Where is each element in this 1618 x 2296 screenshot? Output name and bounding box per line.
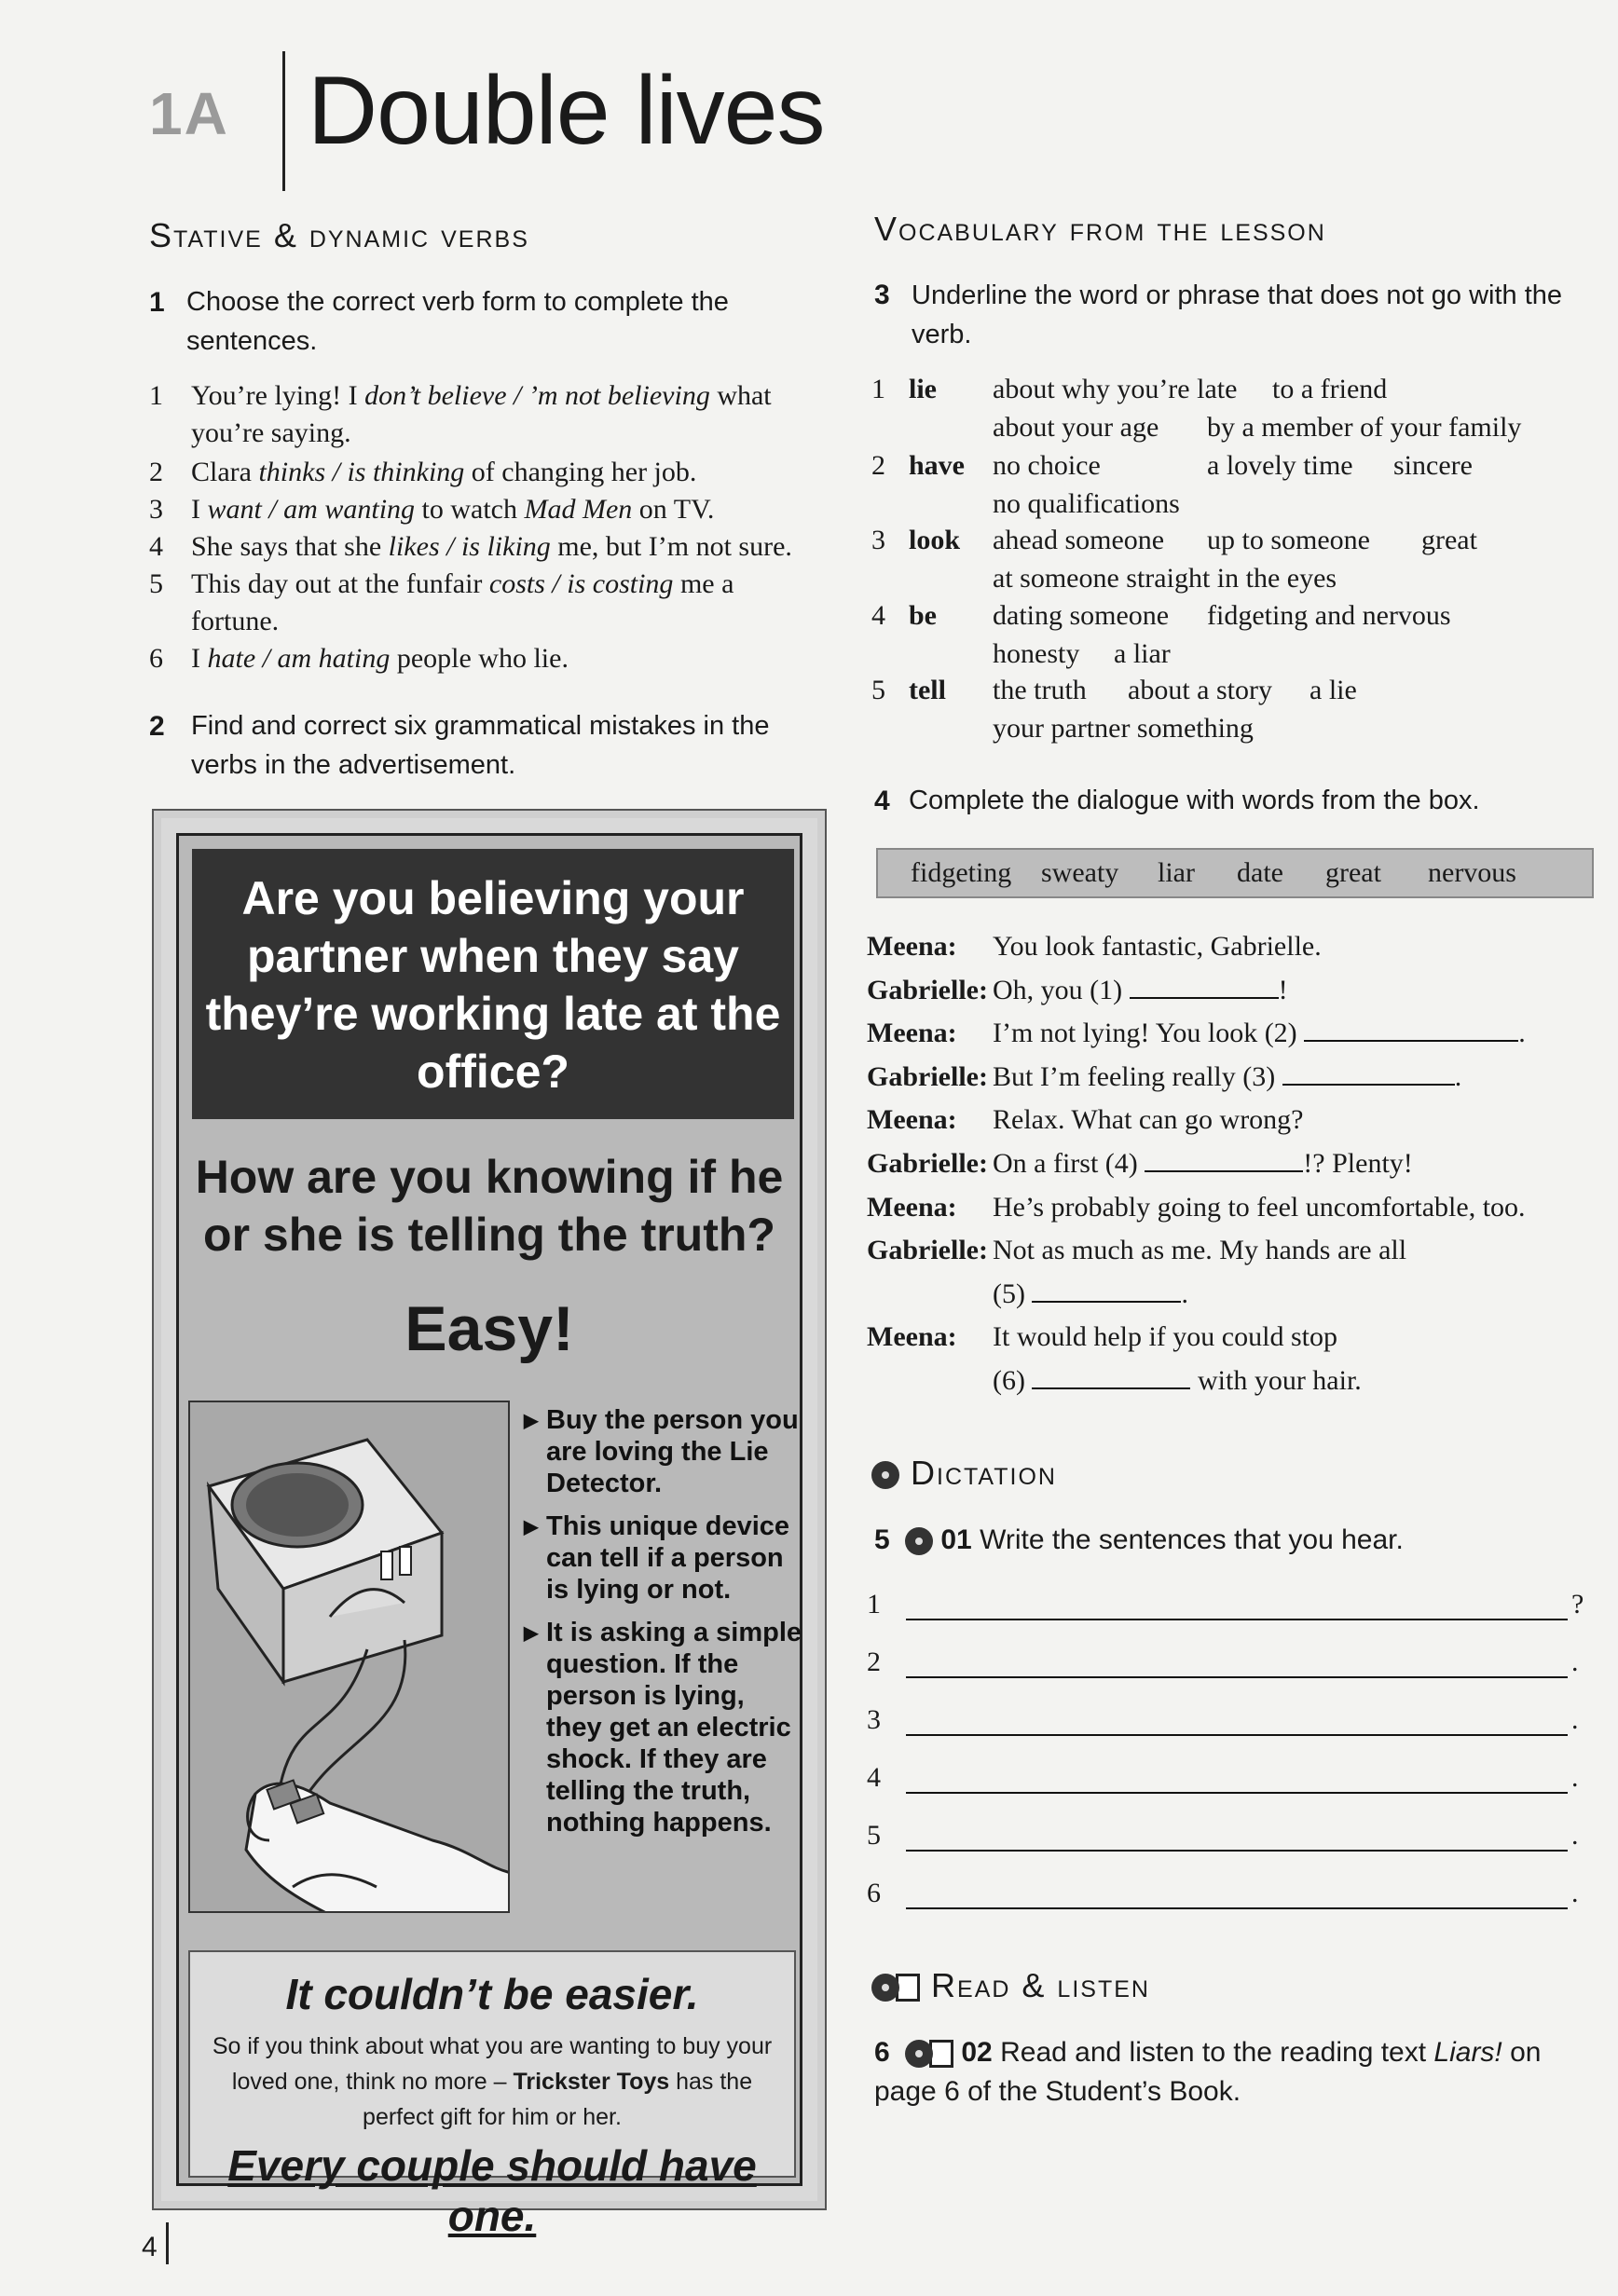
line-number: 5: [867, 1820, 881, 1851]
vocab-row: [871, 671, 1598, 747]
exercise-number: 5: [874, 1524, 890, 1555]
speaker-name: Gabrielle:: [867, 1235, 988, 1265]
word-box-item: nervous: [1428, 857, 1516, 888]
advert-footer-heading: It couldn’t be easier.: [285, 1970, 699, 2018]
line-number: 1: [867, 1589, 881, 1620]
line-number: 3: [867, 1704, 881, 1735]
speaker-name: Meena:: [867, 931, 957, 962]
advert-bullet: ▶ Buy the person you are loving the Lie Detector.: [524, 1404, 803, 1499]
collocation-option[interactable]: at someone straight in the eyes: [993, 563, 1337, 594]
collocation-option[interactable]: sincere: [1393, 450, 1473, 481]
answer-blank[interactable]: [1145, 1144, 1303, 1172]
vocab-row: [871, 596, 1598, 673]
word-box-item: great: [1325, 857, 1381, 888]
line-punctuation: .: [1571, 1704, 1579, 1735]
section-heading-vocabulary: Vocabulary from the lesson: [874, 210, 1326, 248]
page-title: Double lives: [308, 57, 825, 165]
speaker-name: Gabrielle:: [867, 975, 988, 1005]
verb-choice[interactable]: don’t believe / ’m not believing: [364, 380, 710, 411]
section-heading-read-listen: Read & listen: [871, 1966, 1150, 2005]
answer-blank[interactable]: [1032, 1361, 1190, 1389]
exercise-number: 4: [874, 786, 890, 816]
text-title: Liars!: [1433, 2037, 1502, 2068]
dictation-line[interactable]: [867, 1762, 1594, 1799]
advertisement: [154, 811, 825, 2240]
line-punctuation: ?: [1571, 1589, 1584, 1620]
collocation-option[interactable]: about your age: [993, 412, 1159, 443]
dictation-line[interactable]: [867, 1647, 1594, 1684]
verb: lie: [909, 374, 937, 404]
exercise-instruction: Underline the word or phrase that does not go with the verb.: [912, 280, 1563, 349]
collocation-option[interactable]: a lie: [1309, 675, 1357, 705]
exercise-1-item: 6 I hate / am hating people who lie.: [149, 640, 802, 677]
item-number: 6: [149, 643, 163, 674]
vocab-row: [871, 370, 1598, 446]
item-number: 2: [871, 450, 885, 481]
exercise-number: 2: [149, 711, 165, 742]
advert-banner: Are you believing your partner when they say they’re working late at the office?: [192, 849, 794, 1119]
exercise-instruction: Find and correct six grammatical mistakes in the verbs in the advertisement.: [191, 711, 770, 780]
writing-line[interactable]: [906, 1792, 1568, 1794]
writing-line[interactable]: [906, 1676, 1568, 1678]
exercise-instruction: Choose the correct verb form to complete the sentences.: [186, 287, 729, 356]
collocation-option[interactable]: the truth: [993, 675, 1087, 705]
line-punctuation: .: [1571, 1647, 1579, 1677]
item-number: 4: [871, 600, 885, 631]
item-number: 1: [871, 374, 885, 404]
collocation-option[interactable]: by a member of your family: [1207, 412, 1522, 443]
dictation-line[interactable]: [867, 1820, 1594, 1857]
unit-code: 1A: [149, 80, 229, 147]
advert-bullet-list: [524, 1404, 803, 1850]
word-box-item: fidgeting: [911, 857, 1012, 888]
answer-blank[interactable]: [1032, 1275, 1181, 1303]
exercise-number: 1: [149, 287, 165, 318]
collocation-option[interactable]: honesty: [993, 638, 1080, 669]
writing-line[interactable]: [906, 1734, 1568, 1736]
title-divider: [282, 51, 285, 191]
collocation-option[interactable]: your partner something: [993, 713, 1254, 744]
item-number: 2: [149, 457, 163, 487]
item-number: 1: [149, 380, 163, 411]
collocation-option[interactable]: up to someone: [1207, 525, 1370, 555]
item-number: 3: [149, 494, 163, 525]
dialogue-line: (5) .: [867, 1273, 1594, 1316]
writing-line[interactable]: [906, 1907, 1568, 1909]
collocation-option[interactable]: about why you’re late: [993, 374, 1238, 404]
writing-line[interactable]: [906, 1850, 1568, 1852]
dialogue-line: Gabrielle: On a first (4) !? Plenty!: [867, 1142, 1594, 1185]
exercise-number: 3: [874, 280, 890, 310]
line-number: 2: [867, 1647, 881, 1677]
collocation-option[interactable]: no qualifications: [993, 488, 1180, 519]
speaker-name: Gabrielle:: [867, 1061, 988, 1092]
word-box-item: liar: [1158, 857, 1195, 888]
section-heading-stative: Stative & dynamic verbs: [149, 216, 529, 254]
dialogue-line: Meena: I’m not lying! You look (2) .: [867, 1012, 1594, 1055]
collocation-option[interactable]: dating someone: [993, 600, 1170, 631]
exercise-1-item: 4 She says that she likes / is liking me, but I’m not sure.: [149, 528, 802, 566]
dialogue-line: Meena: You look fantastic, Gabrielle.: [867, 925, 1594, 968]
advert-bullet: ▶ This unique device can tell if a person is lying or not.: [524, 1510, 803, 1606]
collocation-option[interactable]: no choice: [993, 450, 1101, 481]
word-box-item: sweaty: [1041, 857, 1119, 888]
lie-detector-illustration: [188, 1401, 510, 1913]
exercise-1-item: 1 You’re lying! I don’t believe / ’m not believing what you’re saying.: [149, 377, 802, 452]
exercise-instruction: Write the sentences that you hear.: [980, 1524, 1404, 1555]
verb: look: [909, 525, 961, 555]
speaker-name: Meena:: [867, 1104, 957, 1135]
dictation-line[interactable]: [867, 1704, 1594, 1742]
audio-cd-icon: [905, 1527, 933, 1555]
advert-question: How are you knowing if he or she is telling the truth?: [195, 1151, 784, 1261]
verb: be: [909, 600, 937, 631]
advert-bullet: ▶ It is asking a simple question. If the person is lying, they get an electric shock. If they are telling the truth, nothing happens.: [524, 1617, 803, 1838]
collocation-option[interactable]: great: [1421, 525, 1477, 555]
exercise-6-instruction: 6 02 Read and listen to the reading text Liars! on page 6 of the Student’s Book.: [874, 2037, 1542, 2107]
speaker-name: Gabrielle:: [867, 1148, 988, 1179]
page-number: 4: [142, 2232, 158, 2262]
writing-line[interactable]: [906, 1619, 1568, 1620]
item-number: 3: [871, 525, 885, 555]
section-heading-dictation: Dictation: [871, 1454, 1057, 1493]
verb-choice[interactable]: likes / is liking: [388, 531, 551, 562]
speaker-name: Meena:: [867, 1192, 957, 1223]
advertisement-frame: [176, 833, 802, 2240]
vocab-row: [871, 446, 1598, 523]
collocation-option[interactable]: fidgeting and nervous: [1207, 600, 1451, 631]
exercise-instruction: Complete the dialogue with words from the box.: [909, 786, 1480, 815]
advert-footer-text: So if you think about what you are wanting to buy your loved one, think no more – Trickster Toys has the perfect gift for him or her.: [212, 2033, 773, 2130]
item-number: 5: [149, 568, 163, 599]
verb: have: [909, 450, 965, 481]
line-punctuation: .: [1571, 1762, 1579, 1793]
word-box: [876, 848, 1594, 898]
dictation-line[interactable]: [867, 1589, 1594, 1626]
speaker-name: Meena:: [867, 1018, 957, 1048]
dialogue-line: Meena: Relax. What can go wrong?: [867, 1099, 1594, 1141]
collocation-option[interactable]: about a story: [1128, 675, 1272, 705]
audio-cd-icon: [905, 2040, 933, 2068]
vocab-row: [871, 521, 1598, 597]
answer-blank[interactable]: [1130, 971, 1279, 999]
verb-choice[interactable]: hate / am hating: [207, 643, 391, 674]
collocation-option[interactable]: a liar: [1114, 638, 1171, 669]
brand-name: Trickster Toys: [513, 2069, 670, 2095]
lie-detector-icon: [190, 1402, 510, 1913]
collocation-option[interactable]: to a friend: [1272, 374, 1388, 404]
word-box-item: date: [1237, 857, 1283, 888]
track-number: 02: [961, 2037, 993, 2068]
page-number-rule: [166, 2222, 169, 2264]
verb: tell: [909, 675, 946, 705]
verb-choice[interactable]: costs / is costing: [488, 568, 674, 599]
answer-blank[interactable]: [1304, 1014, 1518, 1042]
advert-footer: [188, 1950, 796, 2240]
collocation-option[interactable]: a lovely time: [1207, 450, 1353, 481]
exercise-number: 6: [874, 2037, 890, 2068]
audio-cd-icon: [871, 1461, 899, 1489]
exercise-1-item: 2 Clara thinks / is thinking of changing her job.: [149, 454, 802, 491]
item-number: 4: [149, 531, 163, 562]
speaker-name: Meena:: [867, 1321, 957, 1352]
exercise-1-item: 3 I want / am wanting to watch Mad Men on TV.: [149, 491, 802, 528]
answer-blank[interactable]: [1282, 1058, 1455, 1086]
line-punctuation: .: [1571, 1878, 1579, 1908]
dialogue-line: Gabrielle: But I’m feeling really (3) .: [867, 1056, 1594, 1099]
dialogue-line: Gabrielle: Oh, you (1) !: [867, 969, 1594, 1012]
track-number: 01: [940, 1524, 972, 1555]
dialogue-line: Gabrielle: Not as much as me. My hands are all: [867, 1229, 1594, 1272]
dialogue-line: Meena: It would help if you could stop: [867, 1316, 1594, 1359]
line-number: 4: [867, 1762, 881, 1793]
verb-choice[interactable]: thinks / is thinking: [258, 457, 465, 487]
exercise-5-instruction: [874, 1521, 1404, 1560]
line-punctuation: .: [1571, 1820, 1579, 1851]
advert-slogan: Every couple should have one.: [227, 2141, 757, 2240]
exercise-1-item: 5 This day out at the funfair costs / is costing me a fortune.: [149, 566, 802, 640]
dialogue-line: Meena: He’s probably going to feel uncomfortable, too.: [867, 1186, 1594, 1229]
dictation-line[interactable]: [867, 1878, 1594, 1915]
collocation-option[interactable]: ahead someone: [993, 525, 1165, 555]
item-number: 5: [871, 675, 885, 705]
dialogue-line: (6) with your hair.: [867, 1360, 1594, 1402]
line-number: 6: [867, 1878, 881, 1908]
verb-choice[interactable]: want / am wanting: [207, 494, 416, 525]
advert-easy: Easy!: [404, 1293, 574, 1364]
